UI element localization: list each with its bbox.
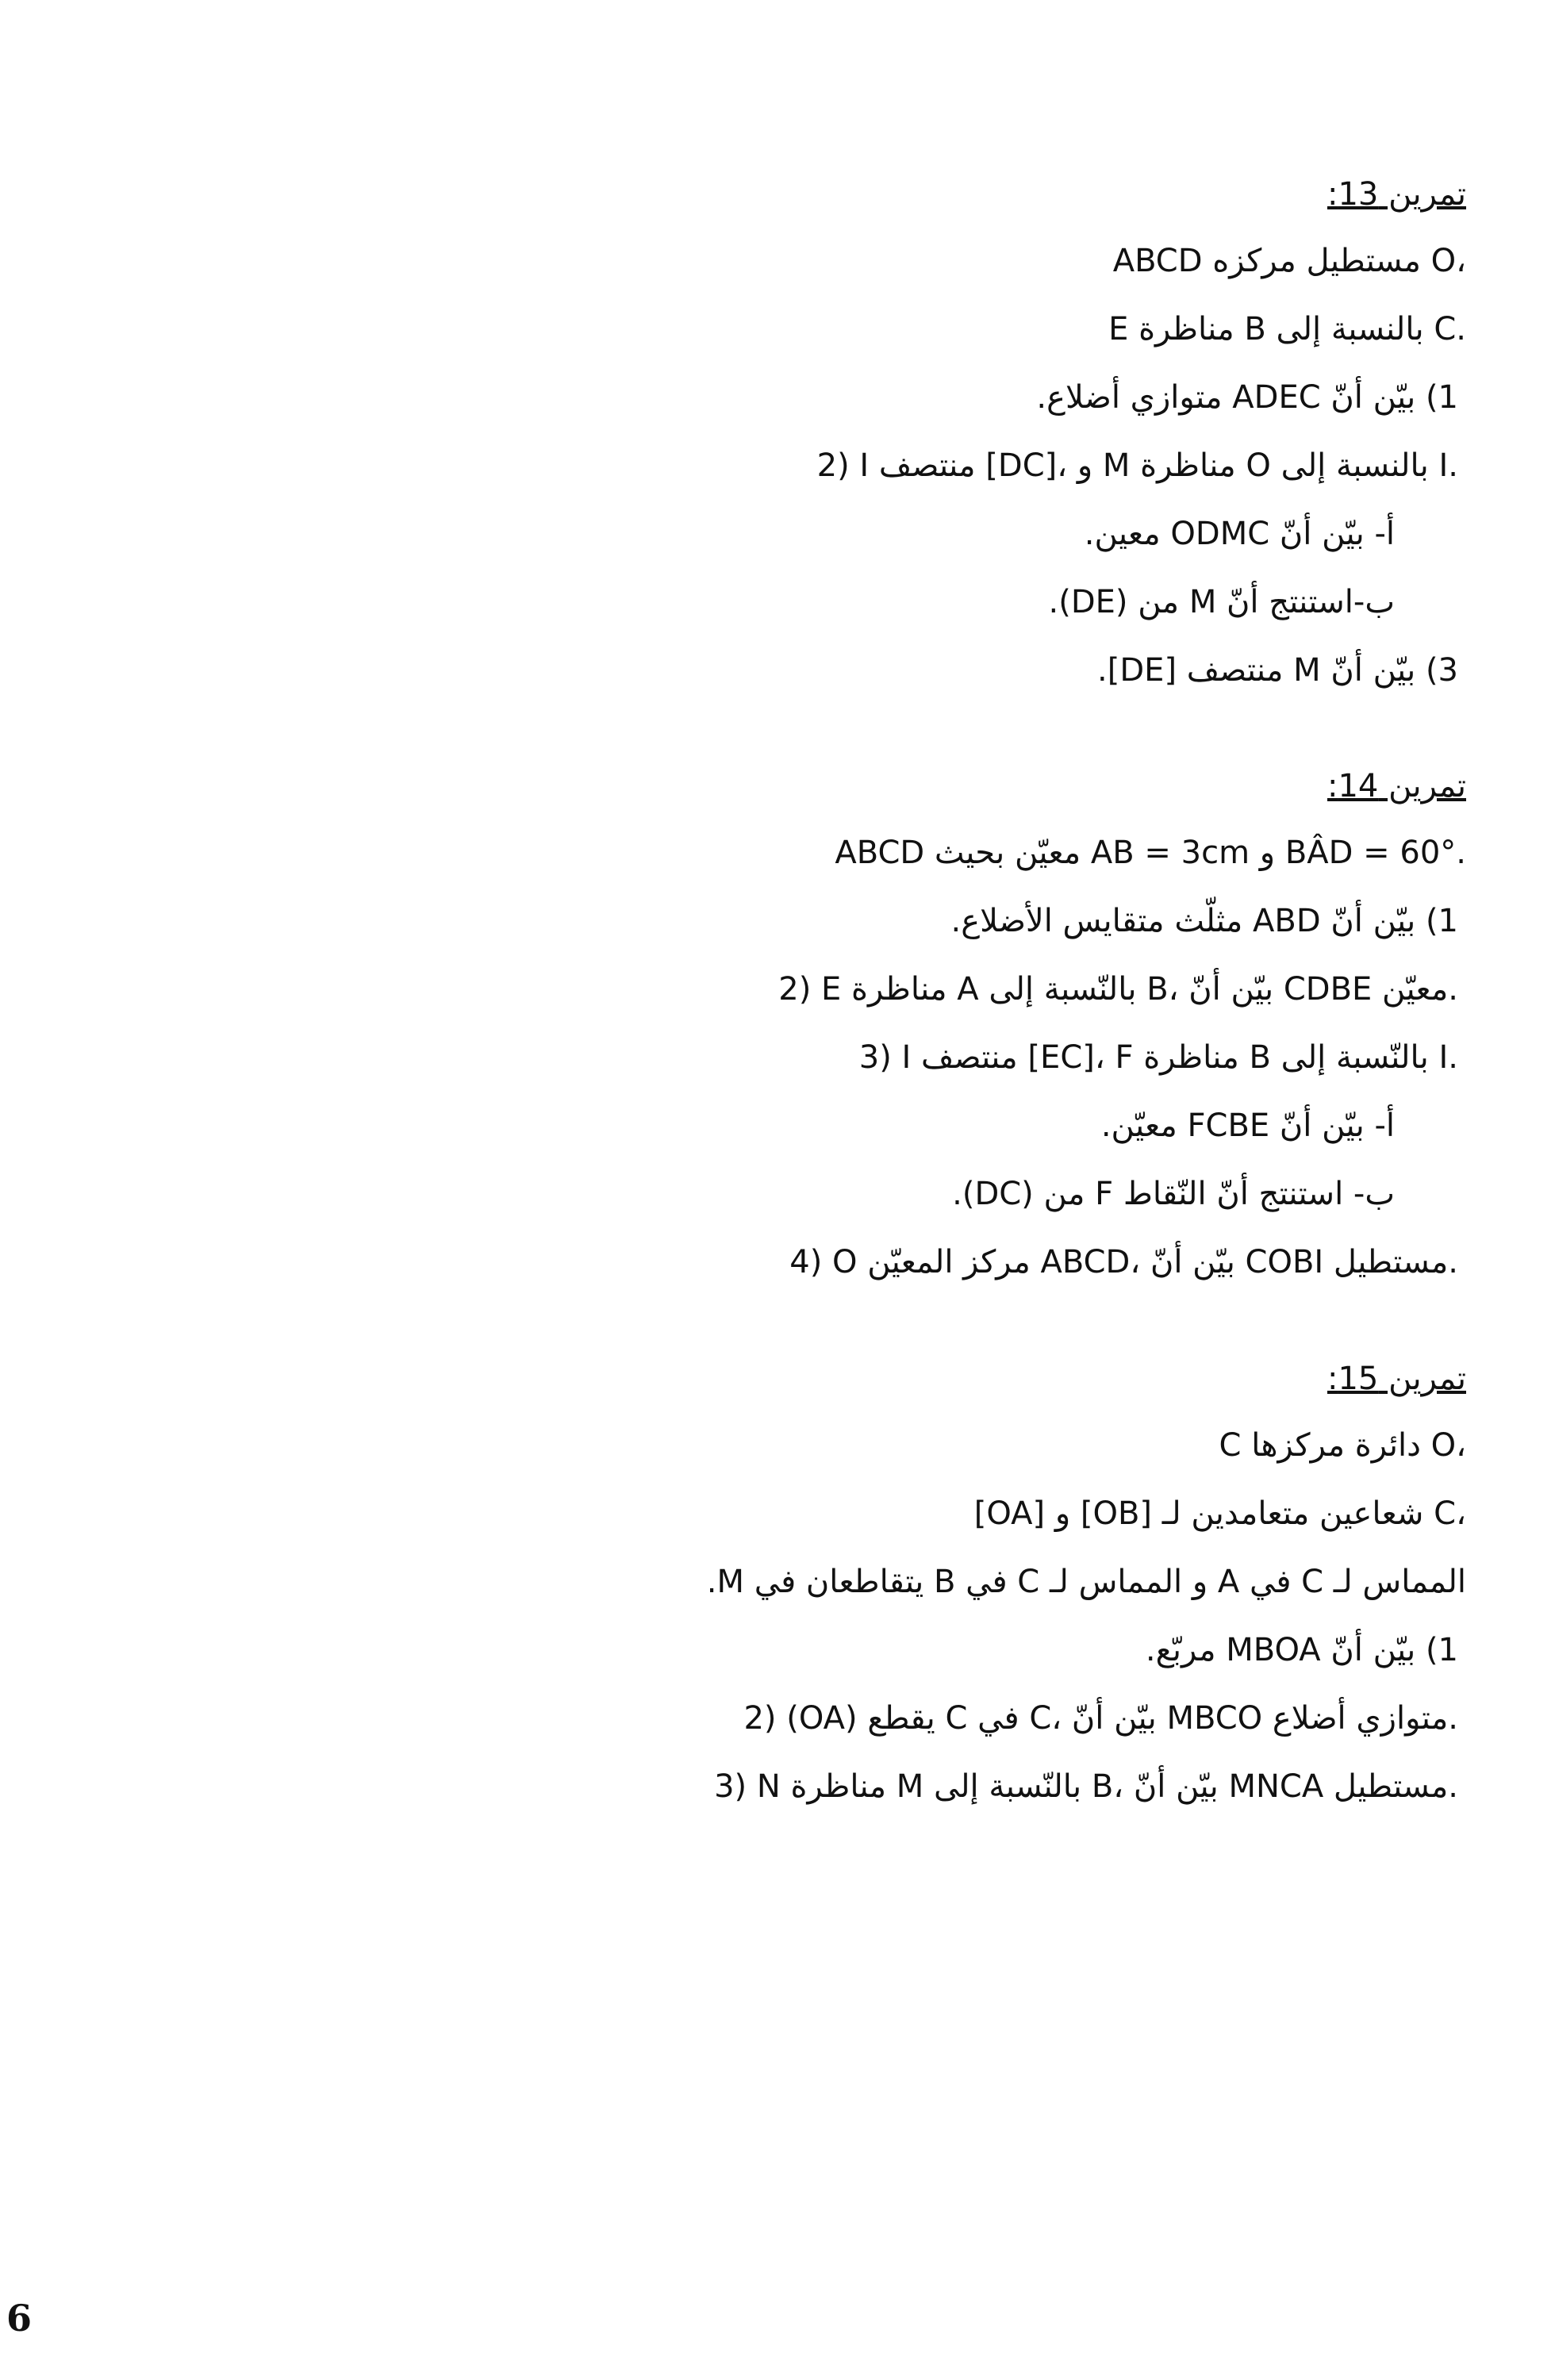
question-line: 3) I منتصف [EC]، F مناظرة B بالنّسبة إلى I. <box>858 1039 1458 1076</box>
question-line: 3) N مناظرة M بالنّسبة إلى B، بيّن أنّ MNCA مستطيل. <box>714 1768 1458 1805</box>
statement-line: ABCD مستطيل مركزه O، <box>1112 243 1466 279</box>
subquestion-line: ب- استنتج أنّ النّقاط F من (DC). <box>952 1176 1395 1212</box>
subquestion-line: أ- بيّن أنّ FCBE معيّن. <box>1100 1107 1395 1144</box>
page-number: 6 <box>6 2297 33 2340</box>
subquestion-line: ب-استنتج أنّ M من (DE). <box>1048 584 1395 620</box>
question-line: 4) O مركز المعيّن ABCD، بيّن أنّ COBI مستطيل. <box>789 1244 1458 1280</box>
statement-line: ABCD معيّن بحيث AB = 3cm و BÂD = 60°. <box>835 835 1466 871</box>
statement-line: C دائرة مركزها O، <box>1219 1427 1466 1464</box>
exercise-title: تمرين 15: <box>1327 1361 1466 1397</box>
question-line: 3) بيّن أنّ M منتصف [DE]. <box>1097 652 1458 689</box>
subquestion-line: أ- بيّن أنّ ODMC معين. <box>1084 516 1395 552</box>
statement-line: [OA] و [OB] شعاعين متعامدين لـ C، <box>973 1495 1466 1532</box>
exercise-title: تمرين 14: <box>1327 768 1466 804</box>
exercise-15 <box>355 1361 1466 1821</box>
statement-line: المماس لـ C في A و المماس لـ C في B يتقاطعان في M. <box>706 1564 1466 1600</box>
question-line: 2) I منتصف [DC]، و M مناظرة O بالنسبة إلى I. <box>816 447 1458 484</box>
question-line: 1) بيّن أنّ ADEC متوازي أضلاع. <box>1036 379 1458 416</box>
statement-line: E مناظرة B بالنسبة إلى C. <box>1108 311 1466 347</box>
question-line: 2) (OA) يقطع C في C، بيّن أنّ MBCO متوازي أضلاع. <box>743 1700 1458 1737</box>
exercise-14 <box>355 768 1466 1296</box>
question-line: 2) E مناظرة A بالنّسبة إلى B، بيّن أنّ CDBE معيّن. <box>778 971 1458 1008</box>
question-line: 1) بيّن أنّ ABD مثلّث متقايس الأضلاع. <box>950 903 1458 939</box>
question-line: 1) بيّن أنّ MBOA مربّع. <box>1145 1632 1458 1668</box>
exercise-13 <box>355 176 1466 704</box>
exercise-title: تمرين 13: <box>1327 176 1466 213</box>
